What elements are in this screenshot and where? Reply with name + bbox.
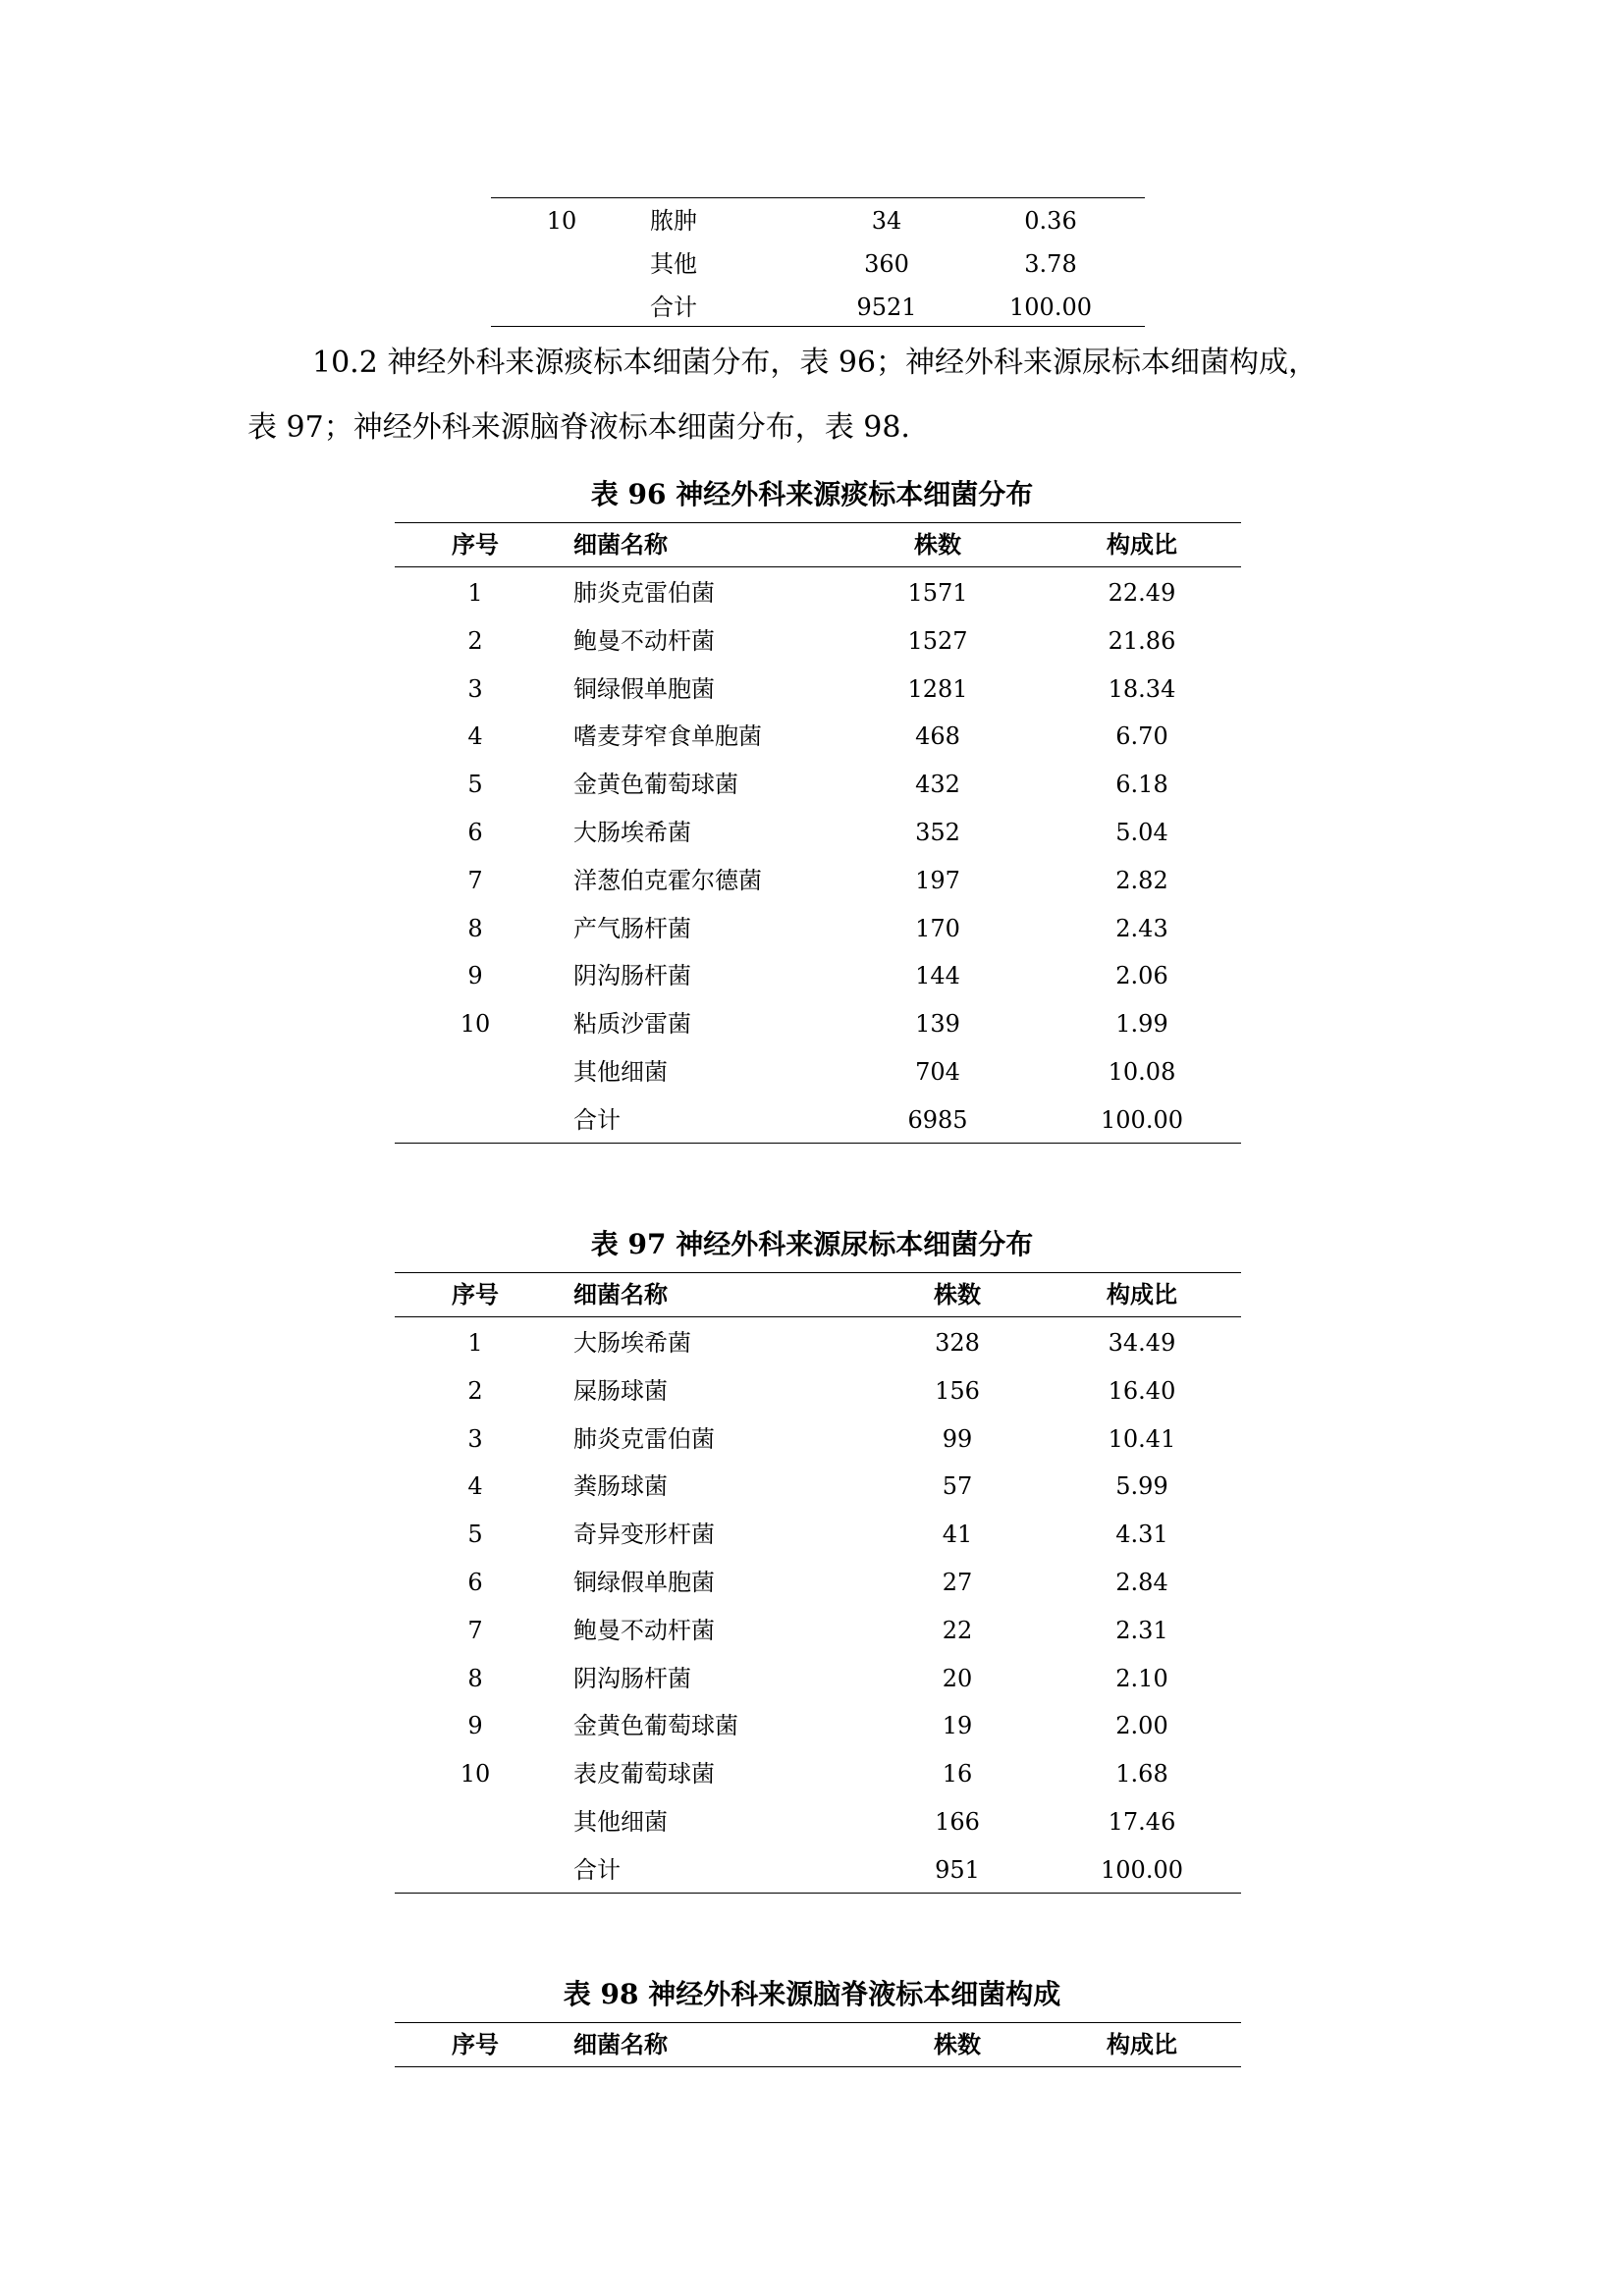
cell-no: 2 (467, 626, 483, 655)
cell-ratio: 0.36 (1024, 207, 1077, 235)
table-98-rule-header (395, 2066, 1241, 2067)
cell-no: 2 (467, 1376, 483, 1405)
cell-name: 大肠埃希菌 (573, 819, 691, 846)
header-name: 细菌名称 (573, 1280, 668, 1308)
cell-no: 1 (467, 1329, 483, 1357)
table-97-caption: 表 97 神经外科来源尿标本细菌分布 (590, 1228, 1034, 1260)
header-no: 序号 (452, 1280, 499, 1308)
cell-ratio: 100.00 (1009, 294, 1092, 321)
cell-count: 34 (871, 207, 902, 235)
cell-count: 951 (935, 1855, 980, 1884)
cell-ratio: 2.10 (1115, 1664, 1168, 1692)
cell-ratio: 10.41 (1108, 1424, 1176, 1453)
cell-ratio: 4.31 (1115, 1521, 1168, 1549)
cell-no: 10 (546, 207, 577, 235)
cell-name: 其他细菌 (573, 1808, 668, 1836)
cell-ratio: 2.00 (1115, 1712, 1168, 1740)
cell-ratio: 100.00 (1101, 1105, 1183, 1134)
cell-ratio: 2.43 (1115, 914, 1168, 942)
table-98-rule-top (395, 2022, 1241, 2023)
cell-name: 产气肠杆菌 (573, 914, 691, 942)
cell-no: 9 (467, 1712, 483, 1740)
cell-name: 脓肿 (650, 207, 697, 235)
table-97-rule-header (395, 1316, 1241, 1317)
cell-no: 10 (460, 1760, 491, 1789)
cell-count: 57 (942, 1472, 973, 1501)
cell-no: 6 (467, 819, 483, 846)
header-ratio: 构成比 (1107, 530, 1177, 559)
cell-name: 鲍曼不动杆菌 (573, 1616, 715, 1644)
cell-count: 20 (942, 1664, 973, 1692)
cell-no: 5 (467, 1521, 483, 1549)
header-name: 细菌名称 (573, 530, 668, 559)
header-no: 序号 (452, 2030, 499, 2058)
top-table-rule-top (491, 197, 1145, 198)
cell-name: 铜绿假单胞菌 (573, 1569, 715, 1596)
cell-no: 7 (467, 1616, 483, 1644)
table-97-rule-bottom (395, 1893, 1241, 1894)
cell-count: 352 (915, 819, 960, 846)
cell-count: 16 (942, 1760, 973, 1789)
cell-no: 1 (467, 579, 483, 607)
header-count: 株数 (934, 2030, 981, 2058)
cell-count: 328 (935, 1329, 980, 1357)
cell-no: 4 (467, 1472, 483, 1501)
cell-ratio: 21.86 (1108, 626, 1176, 655)
cell-count: 1281 (907, 674, 968, 703)
cell-name: 阴沟肠杆菌 (573, 1664, 691, 1692)
cell-count: 197 (915, 866, 960, 894)
header-count: 株数 (934, 1280, 981, 1308)
cell-count: 9521 (856, 294, 917, 321)
cell-no: 3 (467, 1424, 483, 1453)
cell-ratio: 6.70 (1115, 722, 1168, 751)
cell-name: 铜绿假单胞菌 (573, 674, 715, 703)
cell-no: 5 (467, 771, 483, 799)
top-table-rule-bottom (491, 326, 1145, 327)
cell-name: 大肠埃希菌 (573, 1329, 691, 1357)
table-98-caption: 表 98 神经外科来源脑脊液标本细菌构成 (563, 1978, 1061, 2010)
cell-count: 6985 (907, 1105, 968, 1134)
cell-no: 6 (467, 1569, 483, 1596)
cell-no: 9 (467, 962, 483, 990)
cell-ratio: 100.00 (1101, 1855, 1183, 1884)
header-ratio: 构成比 (1107, 2030, 1177, 2058)
cell-count: 19 (942, 1712, 973, 1740)
cell-count: 1571 (907, 579, 968, 607)
cell-count: 144 (915, 962, 960, 990)
cell-name: 鲍曼不动杆菌 (573, 626, 715, 655)
cell-ratio: 17.46 (1108, 1808, 1176, 1836)
cell-count: 99 (942, 1424, 973, 1453)
cell-count: 166 (935, 1808, 980, 1836)
cell-count: 1527 (907, 626, 968, 655)
cell-ratio: 2.31 (1115, 1616, 1168, 1644)
table-97-rule-top (395, 1272, 1241, 1273)
cell-ratio: 2.82 (1115, 866, 1168, 894)
table-96-rule-bottom (395, 1143, 1241, 1144)
cell-ratio: 18.34 (1108, 674, 1176, 703)
cell-name: 肺炎克雷伯菌 (573, 1424, 715, 1453)
cell-name: 其他细菌 (573, 1058, 668, 1086)
cell-name: 屎肠球菌 (573, 1376, 668, 1405)
header-no: 序号 (452, 530, 499, 559)
cell-name: 其他 (650, 250, 697, 278)
cell-count: 432 (915, 771, 960, 799)
cell-ratio: 2.84 (1115, 1569, 1168, 1596)
cell-no: 10 (460, 1010, 491, 1039)
cell-name: 金黄色葡萄球菌 (573, 771, 738, 799)
cell-count: 704 (915, 1058, 960, 1086)
cell-ratio: 16.40 (1108, 1376, 1176, 1405)
cell-count: 468 (915, 722, 960, 751)
cell-name: 粪肠球菌 (573, 1472, 668, 1501)
cell-count: 41 (942, 1521, 973, 1549)
cell-name: 粘质沙雷菌 (573, 1010, 691, 1039)
cell-no: 7 (467, 866, 483, 894)
table-96-rule-header (395, 566, 1241, 567)
cell-ratio: 22.49 (1108, 579, 1176, 607)
cell-no: 8 (467, 1664, 483, 1692)
cell-name: 表皮葡萄球菌 (573, 1760, 715, 1789)
cell-count: 360 (864, 250, 909, 278)
cell-count: 156 (935, 1376, 980, 1405)
cell-name: 合计 (650, 294, 697, 321)
cell-no: 3 (467, 674, 483, 703)
cell-name: 合计 (573, 1855, 621, 1884)
cell-ratio: 5.99 (1115, 1472, 1168, 1501)
cell-ratio: 34.49 (1108, 1329, 1176, 1357)
cell-ratio: 10.08 (1108, 1058, 1176, 1086)
cell-count: 22 (942, 1616, 973, 1644)
cell-name: 合计 (573, 1105, 621, 1134)
cell-ratio: 3.78 (1024, 250, 1077, 278)
header-count: 株数 (914, 530, 961, 559)
cell-no: 4 (467, 722, 483, 751)
cell-name: 奇异变形杆菌 (573, 1521, 715, 1549)
cell-name: 阴沟肠杆菌 (573, 962, 691, 990)
cell-name: 嗜麦芽窄食单胞菌 (573, 722, 762, 751)
cell-ratio: 1.68 (1115, 1760, 1168, 1789)
header-ratio: 构成比 (1107, 1280, 1177, 1308)
cell-name: 洋葱伯克霍尔德菌 (573, 866, 762, 894)
table-96-caption: 表 96 神经外科来源痰标本细菌分布 (590, 478, 1034, 510)
cell-ratio: 1.99 (1115, 1010, 1168, 1039)
cell-ratio: 6.18 (1115, 771, 1168, 799)
paragraph-line-1: 10.2 神经外科来源痰标本细菌分布，表 96；神经外科来源尿标本细菌构成， (312, 346, 1319, 380)
table-96-rule-top (395, 522, 1241, 523)
header-name: 细菌名称 (573, 2030, 668, 2058)
cell-count: 139 (915, 1010, 960, 1039)
cell-no: 8 (467, 914, 483, 942)
cell-ratio: 5.04 (1115, 819, 1168, 846)
cell-name: 金黄色葡萄球菌 (573, 1712, 738, 1740)
cell-name: 肺炎克雷伯菌 (573, 579, 715, 607)
paragraph-line-2: 表 97；神经外科来源脑脊液标本细菌分布，表 98. (247, 410, 910, 445)
cell-count: 170 (915, 914, 960, 942)
cell-ratio: 2.06 (1115, 962, 1168, 990)
cell-count: 27 (942, 1569, 973, 1596)
